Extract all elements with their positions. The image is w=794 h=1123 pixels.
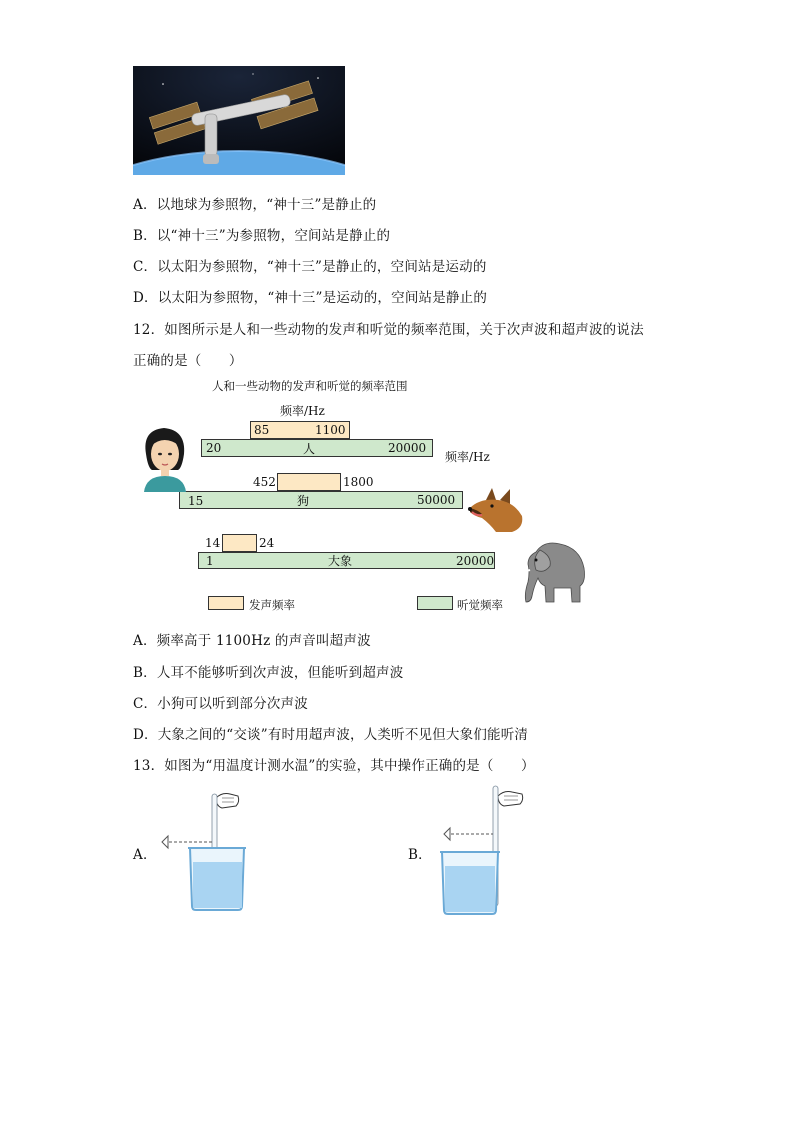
elephant-voice-bar	[222, 534, 257, 552]
q12-option-d: D．大象之间的“交谈”有时用超声波，人类听不见但大象们能听清	[133, 727, 529, 743]
human-hear-high-label: 20000	[388, 441, 427, 455]
q12-option-b: B．人耳不能够听到次声波，但能听到超声波	[133, 665, 404, 681]
human-voice-low-label: 85	[254, 423, 270, 437]
human-category-label: 人	[303, 442, 316, 456]
dog-voice-high-label: 1800	[343, 475, 374, 489]
q12-option-c: C．小狗可以听到部分次声波	[133, 696, 308, 712]
legend-hear-swatch	[417, 596, 453, 610]
chart-unit-right: 频率/Hz	[445, 450, 490, 464]
thermometer-figure-b	[436, 784, 536, 918]
q11-option-a: A．以地球为参照物，“神十三”是静止的	[133, 197, 377, 213]
frequency-chart	[130, 376, 610, 616]
elephant-hear-low-label: 1	[206, 554, 214, 568]
legend-voice-label: 发声频率	[249, 598, 295, 612]
elephant-hear-high-label: 20000	[456, 554, 495, 568]
q13-option-b-label: B．	[408, 847, 432, 863]
q12-stem-line2: 正确的是（ ）	[133, 353, 243, 369]
chart-unit-top: 频率/Hz	[280, 404, 325, 418]
girl-illustration	[136, 424, 194, 492]
q11-option-c: C．以太阳为参照物，“神十三”是静止的，空间站是运动的	[133, 259, 487, 275]
elephant-voice-low-label: 14	[205, 536, 221, 550]
human-voice-high-label: 1100	[315, 423, 346, 437]
q13-option-a-label: A．	[133, 847, 157, 863]
elephant-category-label: 大象	[328, 554, 353, 568]
q11-option-b: B．以“神十三”为参照物，空间站是静止的	[133, 228, 391, 244]
dog-voice-bar	[277, 473, 341, 491]
elephant-voice-high-label: 24	[259, 536, 275, 550]
dog-category-label: 狗	[297, 494, 310, 508]
q12-stem-line1: 12．如图所示是人和一些动物的发声和听觉的频率范围，关于次声波和超声波的说法	[133, 322, 644, 338]
legend-voice-swatch	[208, 596, 244, 610]
dog-hear-low-label: 15	[188, 494, 204, 508]
q12-option-a: A．频率高于 1100Hz 的声音叫超声波	[133, 633, 371, 649]
q11-option-d: D．以太阳为参照物，“神十三”是运动的，空间站是静止的	[133, 290, 488, 306]
elephant-illustration	[514, 534, 590, 606]
thermometer-figure-a	[158, 786, 258, 912]
legend-hear-label: 听觉频率	[457, 598, 503, 612]
q13-stem: 13．如图为“用温度计测水温”的实验，其中操作正确的是（ ）	[133, 758, 535, 774]
human-hear-low-label: 20	[206, 441, 222, 455]
dog-hear-high-label: 50000	[417, 493, 456, 507]
space-station-image	[133, 66, 345, 175]
chart-title: 人和一些动物的发声和听觉的频率范围	[212, 379, 408, 393]
dog-illustration	[466, 486, 530, 534]
dog-voice-low-label: 452	[253, 475, 276, 489]
